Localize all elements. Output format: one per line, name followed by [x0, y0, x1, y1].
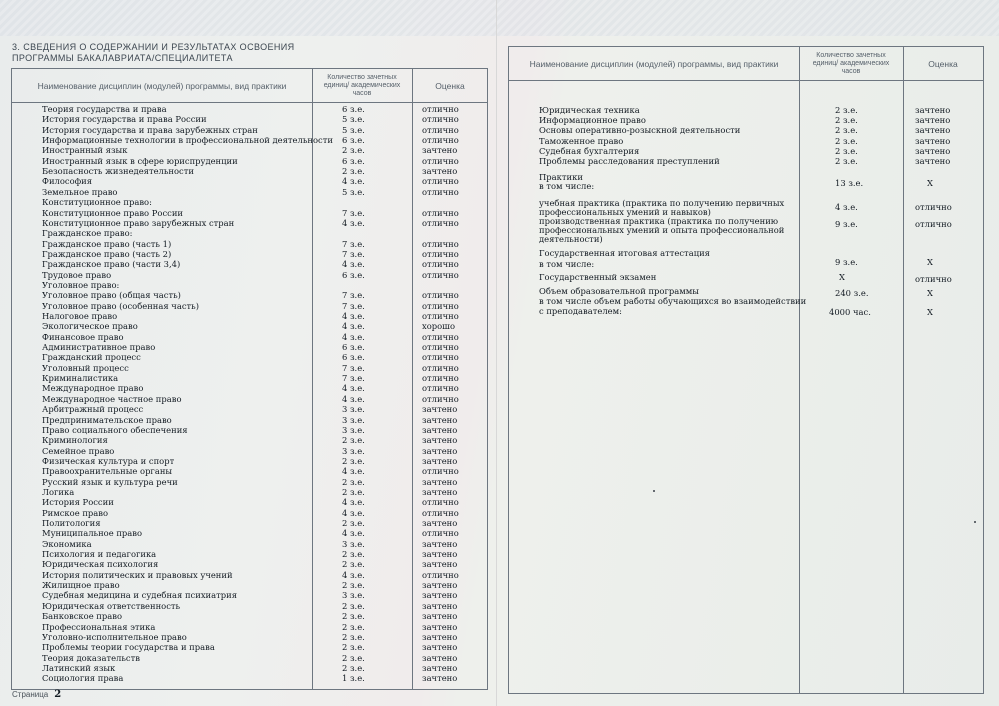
subject-name: Иностранный язык в сфере юриспруденции — [42, 155, 238, 166]
subject-name: Социология права — [42, 673, 124, 684]
grade: отлично — [422, 238, 459, 249]
state-exam: Государственный экзамен — [539, 272, 657, 282]
grade: отлично — [422, 569, 459, 580]
credits: 2 з.е. — [835, 156, 858, 166]
table-row — [12, 415, 487, 425]
table-row — [12, 653, 487, 663]
grade: хорошо — [422, 321, 455, 332]
table-row — [12, 570, 487, 580]
grade: отлично — [422, 217, 459, 228]
volume-grade: Х — [927, 288, 933, 298]
table-row — [12, 176, 487, 186]
subject-name: Финансовое право — [42, 331, 124, 342]
grade: отлично — [422, 176, 459, 187]
grade: отлично — [422, 248, 459, 259]
grade: зачтено — [422, 404, 458, 415]
volume-line1: Объем образовательной программы — [539, 286, 699, 296]
subject-name: Иностранный язык — [42, 145, 128, 156]
table-row — [12, 125, 487, 135]
grade: отлично — [422, 393, 459, 404]
credits: 6 з.е. — [342, 135, 365, 146]
table-row — [12, 311, 487, 321]
grade: отлично — [422, 507, 459, 518]
header-grade: Оценка — [435, 80, 465, 91]
grade: зачтено — [422, 642, 458, 653]
credits: 2 з.е. — [342, 611, 365, 622]
subject-name: Уголовное право (особенная часть) — [42, 300, 199, 311]
grade: зачтено — [915, 115, 951, 126]
credits: 3 з.е. — [342, 414, 365, 425]
grades-table-left — [11, 68, 488, 690]
credits: 1 з.е. — [342, 673, 365, 684]
grade: отлично — [422, 362, 459, 373]
credits: 6 з.е. — [342, 155, 365, 166]
credits: 3 з.е. — [342, 445, 365, 456]
grade: зачтено — [422, 549, 458, 560]
subject-name: Международное частное право — [42, 393, 182, 404]
page-number: 2 — [54, 689, 62, 700]
subject-name: Конституционное право зарубежных стран — [42, 217, 235, 228]
grade: зачтено — [422, 559, 458, 570]
credits: 2 з.е. — [342, 652, 365, 663]
grade: зачтено — [422, 518, 458, 528]
table-row — [12, 228, 487, 238]
subject-name: Логика — [42, 486, 75, 497]
subject-name: Психология и педагогика — [42, 549, 157, 560]
gia-title: Государственная итоговая аттестация — [539, 248, 710, 258]
credits: 4 з.е. — [342, 497, 365, 508]
state-exam-qty: Х — [839, 272, 845, 282]
left-page — [0, 0, 497, 706]
credits: 3 з.е. — [342, 404, 365, 415]
table-row — [12, 425, 487, 435]
grade: зачтено — [915, 135, 951, 146]
subject-name: Философия — [42, 176, 93, 187]
grade: отлично — [422, 124, 459, 135]
table-row — [12, 435, 487, 445]
table-row — [12, 497, 487, 507]
table-row — [12, 249, 487, 259]
prod-practice-line2: профессиональных умений и опыта профессиональной — [539, 225, 785, 235]
subject-name: Административное право — [42, 342, 156, 353]
credits: 2 з.е. — [342, 145, 365, 156]
volume-qty: 240 з.е. — [835, 288, 869, 298]
header-qty: Количество зачетных единиц/ академических часов — [323, 73, 401, 97]
credits: 2 з.е. — [835, 105, 858, 115]
decorative-band — [0, 0, 496, 36]
credits: 4 з.е. — [342, 311, 365, 321]
grade: отлично — [422, 155, 459, 166]
subject-name: Муниципальное право — [42, 528, 143, 539]
grade: зачтено — [422, 476, 458, 487]
table-row — [509, 105, 983, 115]
gia-in-total: в том числе: — [539, 259, 595, 269]
edu-practice-grade: отлично — [915, 202, 952, 212]
subject-name: Информационное право — [539, 115, 646, 126]
credits: 6 з.е. — [342, 104, 365, 114]
subject-name: Профессиональная этика — [42, 621, 156, 632]
grade: зачтено — [422, 590, 458, 601]
table-row — [12, 590, 487, 600]
subject-name: Безопасность жизнедеятельности — [42, 166, 194, 177]
table-row — [12, 321, 487, 331]
grade: зачтено — [422, 621, 458, 632]
grade: отлично — [422, 311, 459, 321]
subject-name: Семейное право — [42, 445, 115, 456]
subject-name: Русский язык и культура речи — [42, 476, 178, 487]
grade: зачтено — [422, 166, 458, 177]
table-row — [12, 166, 487, 176]
header-grade: Оценка — [928, 58, 958, 69]
subject-name: Юридическая техника — [539, 105, 640, 115]
table-row — [12, 446, 487, 456]
subject-name: Банковское право — [42, 611, 123, 622]
credits: 2 з.е. — [342, 631, 365, 642]
grade: отлично — [422, 114, 459, 125]
grade: отлично — [422, 373, 459, 384]
subject-name: Уголовное право: — [42, 279, 120, 290]
grade: зачтено — [422, 631, 458, 642]
table-row — [509, 115, 983, 125]
table-row — [12, 466, 487, 476]
subject-name: Гражданский процесс — [42, 352, 141, 363]
subject-name: Физическая культура и спорт — [42, 455, 175, 466]
grade: зачтено — [422, 611, 458, 622]
volume-line2: в том числе объем работы обучающихся во взаимодействии — [539, 296, 807, 306]
grade: зачтено — [422, 145, 458, 156]
grade: отлично — [422, 342, 459, 353]
right-page — [497, 0, 999, 706]
table-row — [12, 518, 487, 528]
table-row — [509, 136, 983, 146]
subject-name: Криминалистика — [42, 373, 119, 384]
credits: 2 з.е. — [342, 455, 365, 466]
table-row — [12, 642, 487, 652]
table-row — [12, 187, 487, 197]
grade: отлично — [422, 331, 459, 342]
subject-name: Проблемы расследования преступлений — [539, 156, 720, 166]
edu-practice-line1: учебная практика (практика по получению первичных — [539, 198, 785, 208]
table-row — [12, 197, 487, 207]
table-row — [12, 528, 487, 538]
subject-name: Юридическая ответственность — [42, 600, 181, 611]
header-name: Наименование дисциплин (модулей) программы, вид практики — [37, 80, 287, 91]
table-row — [12, 601, 487, 611]
table-row — [12, 539, 487, 549]
subject-name: Экологическое право — [42, 321, 138, 332]
table-row — [12, 145, 487, 155]
grade: отлично — [422, 259, 459, 270]
table-row — [12, 280, 487, 290]
grade: зачтено — [422, 414, 458, 425]
subject-name: Международное право — [42, 383, 144, 394]
subject-name: Проблемы теории государства и права — [42, 642, 215, 653]
grade: зачтено — [915, 125, 951, 136]
grade: отлично — [422, 300, 459, 311]
subject-name: Конституционное право: — [42, 197, 152, 208]
subject-name: Судебная бухгалтерия — [539, 145, 640, 156]
credits: 2 з.е. — [342, 435, 365, 446]
table-row — [12, 611, 487, 621]
table-row — [12, 456, 487, 466]
table-row — [509, 146, 983, 156]
grade: зачтено — [422, 580, 458, 591]
table-header — [12, 69, 487, 103]
grade: зачтено — [422, 445, 458, 456]
grade: зачтено — [915, 105, 951, 115]
credits: 7 з.е. — [342, 238, 365, 249]
speck — [974, 521, 976, 523]
grade: зачтено — [422, 486, 458, 497]
grade: зачтено — [422, 455, 458, 466]
subject-name: Экономика — [42, 538, 92, 549]
grade: отлично — [422, 497, 459, 508]
grade: отлично — [422, 207, 459, 218]
subject-name: История политических и правовых учений — [42, 569, 233, 580]
table-row — [12, 156, 487, 166]
table-row — [12, 373, 487, 383]
subject-name: Правоохранительные органы — [42, 466, 173, 477]
table-row — [12, 352, 487, 362]
table-row — [12, 559, 487, 569]
footer-label: Страница — [12, 690, 49, 699]
table-row — [12, 632, 487, 642]
credits: 4 з.е. — [342, 393, 365, 404]
grade: отлично — [422, 135, 459, 146]
grade: зачтено — [422, 424, 458, 435]
credits: 2 з.е. — [835, 145, 858, 156]
section-title: 3. СВЕДЕНИЯ О СОДЕРЖАНИИ И РЕЗУЛЬТАТАХ ОСВОЕНИЯ ПРОГРАММЫ БАКАЛАВРИАТА/СПЕЦИАЛИТЕТА — [12, 42, 295, 63]
table-row — [12, 301, 487, 311]
subject-name: Судебная медицина и судебная психиатрия — [42, 590, 237, 601]
speck — [653, 490, 655, 492]
grade: зачтено — [422, 538, 458, 549]
subject-name: Конституционное право России — [42, 207, 183, 218]
subject-name: Уголовный процесс — [42, 362, 129, 373]
credits: 2 з.е. — [342, 621, 365, 632]
contact-hours-qty: 4000 час. — [829, 307, 871, 317]
credits: 2 з.е. — [835, 125, 858, 136]
subject-name: Политология — [42, 518, 101, 528]
grade: отлично — [422, 186, 459, 197]
table-row — [12, 487, 487, 497]
table-row — [12, 394, 487, 404]
credits: 4 з.е. — [342, 466, 365, 477]
subject-name: Жилищное право — [42, 580, 120, 591]
credits: 7 з.е. — [342, 362, 365, 373]
credits: 2 з.е. — [342, 662, 365, 673]
grade: зачтено — [422, 673, 458, 684]
credits: 7 з.е. — [342, 300, 365, 311]
credits: 4 з.е. — [342, 507, 365, 518]
credits: 7 з.е. — [342, 248, 365, 259]
credits: 4 з.е. — [342, 321, 365, 332]
subject-name: Арбитражный процесс — [42, 404, 144, 415]
table-row — [12, 259, 487, 269]
subject-name: Римское право — [42, 507, 109, 518]
header-name: Наименование дисциплин (модулей) программы, вид практики — [529, 58, 779, 69]
table-row — [12, 508, 487, 518]
table-row — [12, 622, 487, 632]
grade: зачтено — [422, 435, 458, 446]
credits: 4 з.е. — [342, 176, 365, 187]
subject-name: Теория доказательств — [42, 652, 140, 663]
credits: 4 з.е. — [342, 217, 365, 228]
table-row — [12, 580, 487, 590]
credits: 4 з.е. — [342, 331, 365, 342]
subject-name: Информационные технологии в профессиональной деятельности — [42, 135, 333, 146]
credits: 7 з.е. — [342, 207, 365, 218]
page-footer — [12, 689, 61, 700]
subject-name: Гражданское право (часть 1) — [42, 238, 172, 249]
subject-name: Уголовное право (общая часть) — [42, 290, 181, 301]
credits: 2 з.е. — [342, 166, 365, 177]
table-row — [12, 332, 487, 342]
grade: отлично — [422, 528, 459, 539]
grade: отлично — [422, 383, 459, 394]
table-header — [509, 47, 983, 81]
credits: 5 з.е. — [342, 186, 365, 197]
credits: 2 з.е. — [342, 518, 365, 528]
credits: 4 з.е. — [342, 569, 365, 580]
practice-total-grade: Х — [927, 178, 933, 188]
table-row — [509, 125, 983, 135]
table-row — [12, 477, 487, 487]
table-row — [12, 549, 487, 559]
subject-name: Предпринимательское право — [42, 414, 172, 425]
subject-name: Гражданское право: — [42, 228, 133, 239]
prod-practice-line1: производственная практика (практика по получению — [539, 216, 779, 226]
edu-practice-line2: профессиональных умений и навыков) — [539, 207, 711, 217]
prod-practice-line3: деятельности) — [539, 234, 603, 244]
subject-name: Латинский язык — [42, 662, 116, 673]
state-exam-grade: отлично — [915, 274, 952, 284]
credits: 2 з.е. — [342, 476, 365, 487]
credits: 2 з.е. — [342, 549, 365, 560]
table-row — [12, 383, 487, 393]
credits: 4 з.е. — [342, 259, 365, 270]
grade: зачтено — [422, 662, 458, 673]
gia-qty: 9 з.е. — [835, 257, 858, 267]
volume-line3: с преподавателем: — [539, 306, 622, 316]
grade: отлично — [422, 269, 459, 280]
table-row — [12, 342, 487, 352]
subject-name: Трудовое право — [42, 269, 112, 280]
credits: 5 з.е. — [342, 124, 365, 135]
table-row — [12, 404, 487, 414]
subject-name: История государства и права зарубежных стран — [42, 124, 258, 135]
credits: 6 з.е. — [342, 342, 365, 353]
credits: 7 з.е. — [342, 290, 365, 301]
grade: зачтено — [422, 600, 458, 611]
credits: 5 з.е. — [342, 114, 365, 125]
credits: 3 з.е. — [342, 590, 365, 601]
subject-name: Юридическая психология — [42, 559, 159, 570]
grade: отлично — [422, 290, 459, 301]
credits: 2 з.е. — [342, 580, 365, 591]
subject-name: Таможенное право — [539, 135, 624, 146]
prod-practice-qty: 9 з.е. — [835, 219, 858, 229]
grade: отлично — [422, 466, 459, 477]
subject-name: Право социального обеспечения — [42, 424, 188, 435]
table-row — [12, 663, 487, 673]
subject-name: Уголовно-исполнительное право — [42, 631, 187, 642]
grade: зачтено — [915, 156, 951, 166]
table-row — [12, 104, 487, 114]
credits: 3 з.е. — [342, 424, 365, 435]
table-row — [12, 239, 487, 249]
grade: зачтено — [422, 652, 458, 663]
table-row — [12, 114, 487, 124]
prod-practice-grade: отлично — [915, 219, 952, 229]
credits: 2 з.е. — [342, 600, 365, 611]
table-row — [12, 290, 487, 300]
credits: 4 з.е. — [342, 528, 365, 539]
subject-name: Основы оперативно-розыскной деятельности — [539, 125, 741, 136]
grade: отлично — [422, 352, 459, 363]
credits: 2 з.е. — [342, 642, 365, 653]
practice-in-total: в том числе: — [539, 181, 595, 191]
subject-name: Налоговое право — [42, 311, 118, 321]
credits: 2 з.е. — [835, 135, 858, 146]
credits: 6 з.е. — [342, 269, 365, 280]
credits: 4 з.е. — [342, 383, 365, 394]
table-row — [12, 673, 487, 683]
table-row — [12, 270, 487, 280]
subject-name: Теория государства и права — [42, 104, 167, 114]
table-row — [509, 156, 983, 166]
credits: 2 з.е. — [342, 559, 365, 570]
subject-name: Земельное право — [42, 186, 118, 197]
credits: 3 з.е. — [342, 538, 365, 549]
table-row — [12, 135, 487, 145]
credits: 7 з.е. — [342, 373, 365, 384]
table-row — [12, 218, 487, 228]
grade: зачтено — [915, 145, 951, 156]
subject-name: Гражданское право (части 3,4) — [42, 259, 181, 270]
practice-title: Практики — [539, 172, 583, 182]
contact-hours-grade: Х — [927, 307, 933, 317]
subject-name: История государства и права России — [42, 114, 207, 125]
subject-name: Криминология — [42, 435, 108, 446]
header-qty: Количество зачетных единиц/ академических часов — [812, 51, 890, 75]
table-row — [12, 363, 487, 373]
subject-name: Гражданское право (часть 2) — [42, 248, 172, 259]
edu-practice-qty: 4 з.е. — [835, 202, 858, 212]
gia-grade: Х — [927, 257, 933, 267]
credits: 6 з.е. — [342, 352, 365, 363]
grade: отлично — [422, 104, 459, 114]
practice-total-qty: 13 з.е. — [835, 178, 864, 188]
credits: 2 з.е. — [342, 486, 365, 497]
decorative-band — [497, 0, 999, 36]
credits: 2 з.е. — [835, 115, 858, 126]
grades-table-right — [508, 46, 984, 694]
subject-name: История России — [42, 497, 114, 508]
table-row — [12, 208, 487, 218]
